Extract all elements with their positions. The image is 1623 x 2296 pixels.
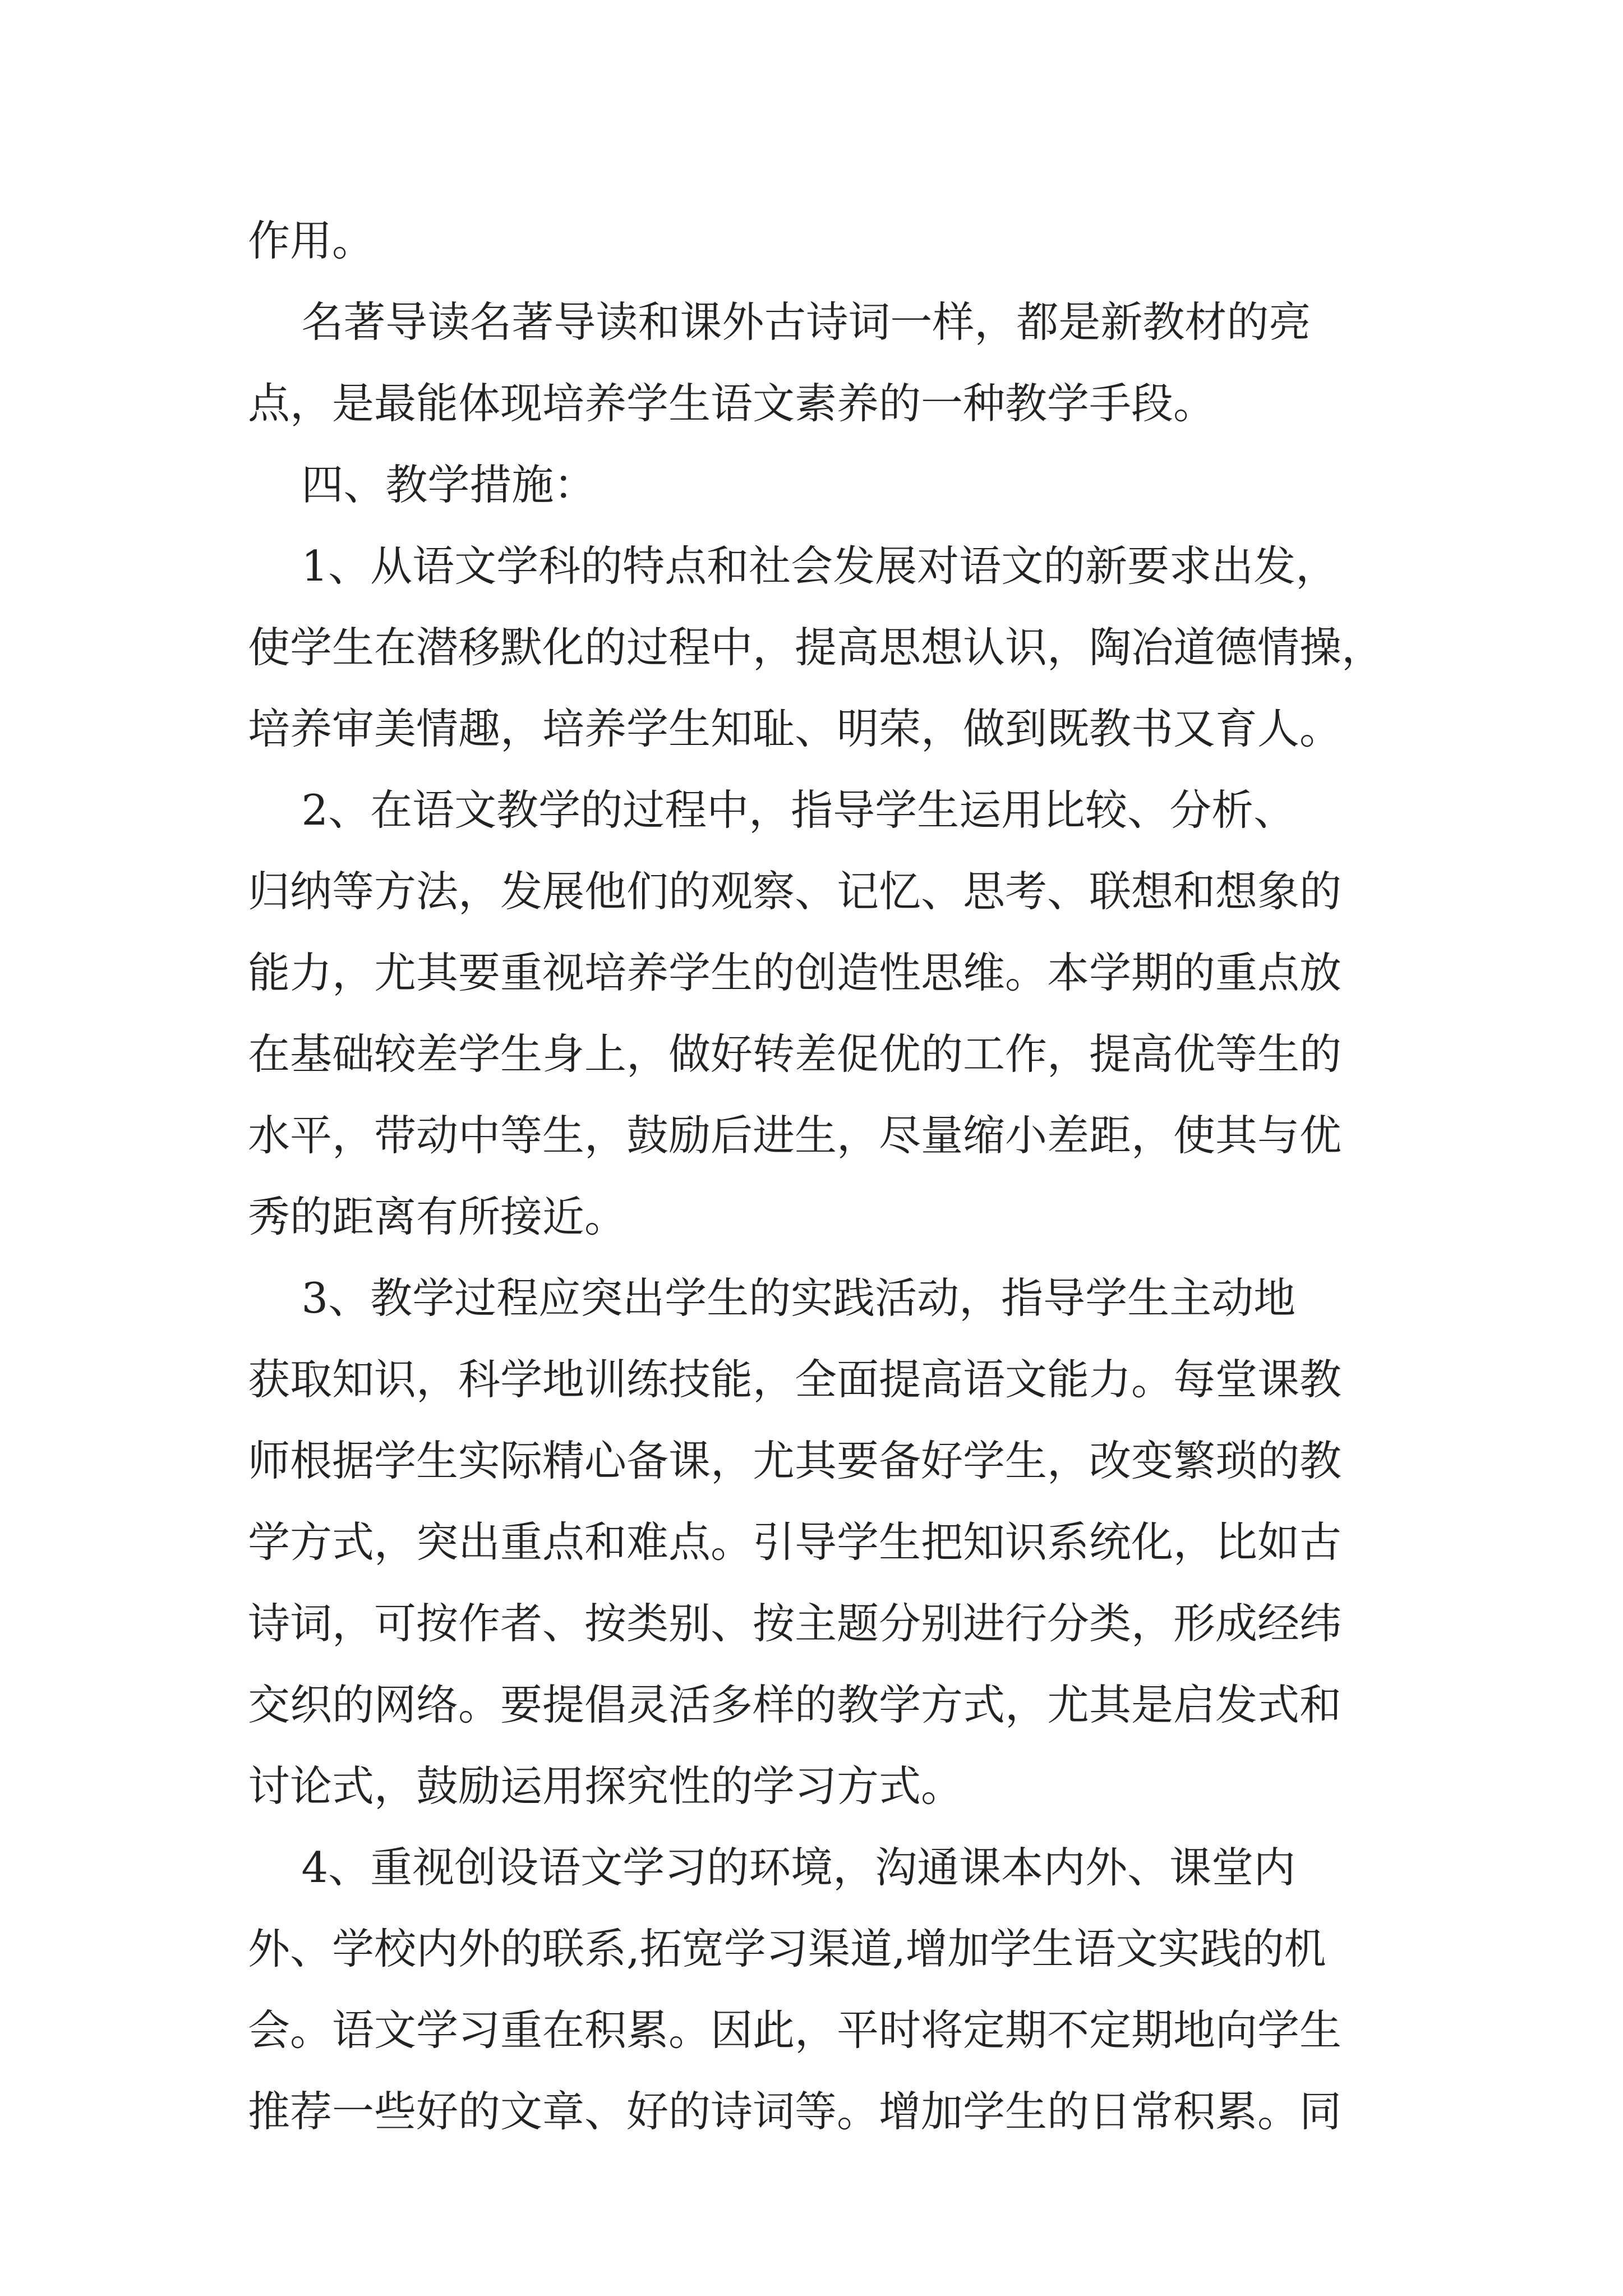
text-line: 使学生在潜移默化的过程中，提高思想认识，陶冶道德情操， [248,623,1384,672]
text-line: 水平，带动中等生，鼓励后进生，尽量缩小差距，使其与优 [248,1111,1342,1160]
text-line: 会。语文学习重在积累。因此，平时将定期不定期地向学生 [248,2005,1342,2055]
text-line: 讨论式，鼓励运用探究性的学习方式。 [248,1761,963,1811]
text-line: 外、学校内外的联系,拓宽学习渠道,增加学生语文实践的机 [248,1924,1326,1973]
text-line: 四、教学措施： [248,460,596,509]
text-line: 在基础较差学生身上，做好转差促优的工作，提高优等生的 [248,1029,1342,1079]
text-line: 能力，尤其要重视培养学生的创造性思维。本学期的重点放 [248,948,1342,997]
text-line: 师根据学生实际精心备课，尤其要备好学生，改变繁琐的教 [248,1436,1342,1485]
text-line: 3、教学过程应突出学生的实践活动，指导学生主动地 [248,1273,1296,1323]
text-line: 获取知识，科学地训练技能，全面提高语文能力。每堂课教 [248,1355,1342,1404]
text-line: 学方式，突出重点和难点。引导学生把知识系统化，比如古 [248,1517,1342,1567]
text-line: 归纳等方法，发展他们的观察、记忆、思考、联想和想象的 [248,867,1342,916]
text-line: 秀的距离有所接近。 [248,1192,627,1241]
text-line: 交织的网络。要提倡灵活多样的教学方式，尤其是启发式和 [248,1680,1342,1729]
text-line: 培养审美情趣，培养学生知耻、明荣，做到既教书又育人。 [248,704,1342,753]
text-line: 推荐一些好的文章、好的诗词等。增加学生的日常积累。同 [248,2087,1342,2136]
text-line: 2、在语文教学的过程中，指导学生运用比较、分析、 [248,785,1296,835]
text-line: 1、从语文学科的特点和社会发展对语文的新要求出发， [248,541,1338,591]
text-line: 4、重视创设语文学习的环境，沟通课本内外、课堂内 [248,1843,1296,1892]
text-line: 作用。 [248,216,375,265]
text-line: 诗词，可按作者、按类别、按主题分别进行分类，形成经纬 [248,1599,1342,1648]
text-line: 点，是最能体现培养学生语文素养的一种教学手段。 [248,379,1216,428]
text-line: 名著导读名著导读和课外古诗词一样，都是新教材的亮 [248,297,1311,347]
